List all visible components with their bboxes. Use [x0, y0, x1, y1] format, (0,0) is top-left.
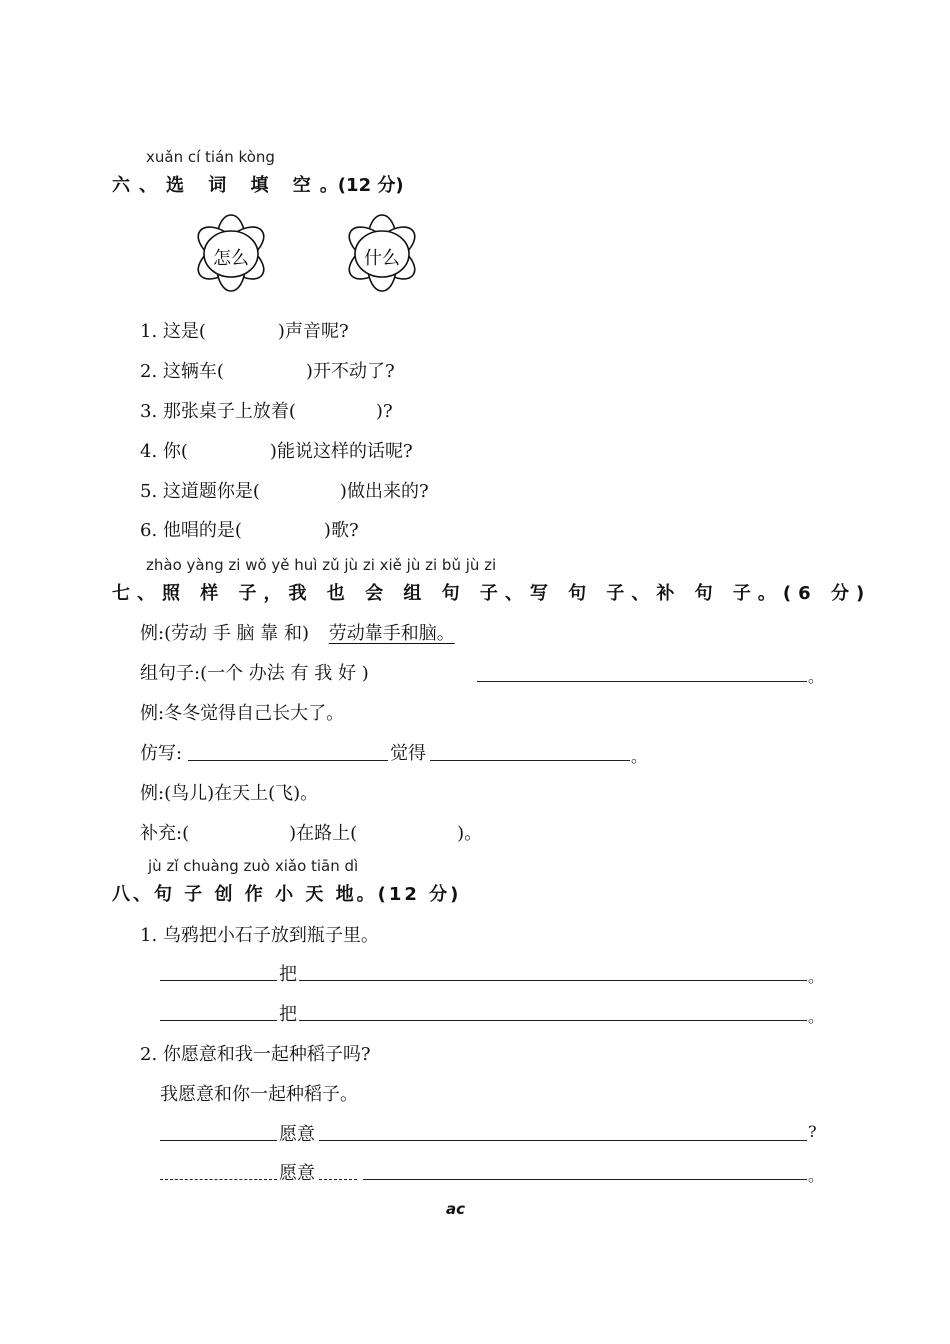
task2-label: 仿写: [140, 743, 183, 764]
task3 [140, 819, 482, 845]
q2-line-a-subject[interactable] [160, 1140, 277, 1141]
fill-item-5 [140, 477, 429, 503]
section8-pinyin: jù zǐ chuàng zuò xiǎo tiān dì [148, 857, 359, 875]
fill-item-6-after: )歌? [323, 520, 359, 541]
q1-line-b-rest[interactable] [299, 1020, 807, 1021]
flower-option-2-label: 什么 [364, 248, 400, 269]
task2-period: 。 [631, 747, 648, 766]
task1-period: 。 [808, 667, 825, 686]
fill-item-1-before: 1. 这是( [140, 321, 206, 342]
fill-item-1 [140, 317, 349, 343]
q2-line-b-rest-short[interactable] [319, 1179, 357, 1180]
example1-answer: 劳动靠手和脑。 [328, 623, 455, 644]
q2-example: 我愿意和你一起种稻子。 [160, 1084, 358, 1105]
q2-line-b-word: 愿意 [279, 1163, 315, 1184]
flower-option-1-label: 怎么 [213, 248, 249, 269]
task3-label: 补充:( [140, 823, 190, 844]
section6-score: 。(12 分) [319, 175, 404, 196]
fill-item-2-after: )开不动了? [305, 361, 395, 382]
q2-line-a-rest[interactable] [319, 1140, 807, 1141]
fill-item-2-before: 2. 这辆车( [140, 361, 224, 382]
q2-line-a-mark: ? [808, 1122, 817, 1141]
fill-item-4-before: 4. 你( [140, 441, 188, 462]
task2-word: 觉得 [390, 743, 426, 764]
example2: 例:冬冬觉得自己长大了。 [140, 703, 345, 724]
task1-label: 组句子:(一个 办法 有 我 好 ) [140, 663, 369, 684]
section7-title: 七、照 样 子，我 也 会 组 句 子、写 句 子、补 句 子。(6 分) [112, 583, 872, 604]
section6-heading [112, 171, 404, 197]
q2-line-b-period: 。 [808, 1166, 825, 1185]
page-mark-logo: ac [446, 1200, 466, 1218]
q2-sentence: 2. 你愿意和我一起种稻子吗? [140, 1044, 371, 1065]
q2-line-b-subject[interactable] [160, 1179, 277, 1180]
section7-pinyin: zhào yàng zi wǒ yě huì zǔ jù zi xiě jù zi bǔ jù zi [146, 556, 497, 574]
fill-item-5-before: 5. 这道题你是( [140, 481, 260, 502]
fill-item-6 [140, 516, 359, 542]
q2-line-a-word: 愿意 [279, 1124, 315, 1145]
fill-item-6-before: 6. 他唱的是( [140, 520, 242, 541]
section8-title: 八、句 子 创 作 小 天 地。(12 分) [112, 884, 462, 905]
example1 [140, 619, 455, 645]
q1-line-b-period: 。 [808, 1007, 825, 1026]
fill-item-4-after: )能说这样的话呢? [269, 441, 413, 462]
task2-subject-line[interactable] [188, 760, 388, 761]
task2-predicate-line[interactable] [430, 760, 630, 761]
q1-sentence: 1. 乌鸦把小石子放到瓶子里。 [140, 925, 379, 946]
fill-item-1-after: )声音呢? [277, 321, 349, 342]
q1-line-b-subject[interactable] [160, 1020, 277, 1021]
q1-line-a-period: 。 [808, 967, 825, 986]
example1-label: 例:(劳动 手 脑 靠 和) [140, 623, 309, 644]
fill-item-3-after: )? [375, 401, 393, 422]
q1-line-a-subject[interactable] [160, 980, 277, 981]
task3-end: )。 [457, 823, 483, 844]
task1-answer-line[interactable] [477, 681, 807, 682]
fill-item-4 [140, 437, 413, 463]
example3: 例:(鸟儿)在天上(飞)。 [140, 783, 319, 804]
section6-pinyin: xuǎn cí tián kòng [146, 148, 275, 166]
q1-line-a-rest[interactable] [299, 980, 807, 981]
section6-title: 六、选 词 填 空 [112, 175, 320, 196]
task3-mid: )在路上( [289, 823, 358, 844]
q2-line-b-rest[interactable] [363, 1179, 807, 1180]
q1-line-b-word: 把 [279, 1004, 297, 1025]
fill-item-3 [140, 397, 393, 423]
fill-item-2 [140, 357, 395, 383]
fill-item-5-after: )做出来的? [339, 481, 429, 502]
q1-line-a-word: 把 [279, 964, 297, 985]
fill-item-3-before: 3. 那张桌子上放着( [140, 401, 296, 422]
